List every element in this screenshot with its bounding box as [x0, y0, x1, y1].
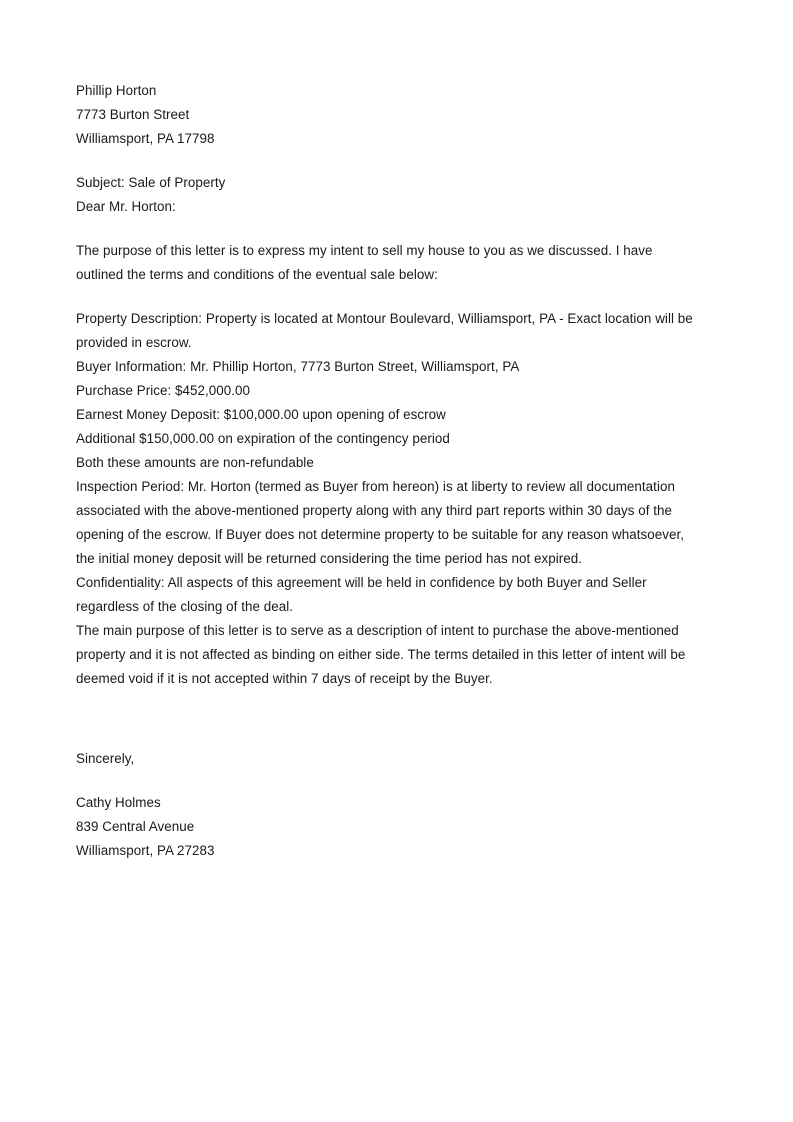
terms-line: Confidentiality: All aspects of this agreement will be held in confidence by both Buyer and Seller [76, 575, 647, 590]
recipient-name: Phillip Horton [76, 83, 157, 98]
letter-page [76, 79, 726, 863]
terms-line: Property Description: Property is located at Montour Boulevard, Williamsport, PA - Exact location will be [76, 311, 693, 326]
salutation: Dear Mr. Horton: [76, 199, 176, 214]
terms-line: Inspection Period: Mr. Horton (termed as Buyer from hereon) is at liberty to review all documentation [76, 479, 675, 494]
terms-line: provided in escrow. [76, 335, 192, 350]
sender-street: 839 Central Avenue [76, 819, 195, 834]
terms-line: associated with the above-mentioned property along with any third part reports within 30 days of the [76, 503, 673, 518]
terms-line: the initial money deposit will be returned considering the time period has not expired. [76, 551, 583, 566]
terms-line: Both these amounts are non-refundable [76, 455, 314, 470]
recipient-street: 7773 Burton Street [76, 107, 190, 122]
recipient-address-block [76, 79, 726, 151]
terms-line: Earnest Money Deposit: $100,000.00 upon opening of escrow [76, 407, 446, 422]
sender-name: Cathy Holmes [76, 795, 161, 810]
intro-paragraph [76, 239, 726, 287]
terms-line: The main purpose of this letter is to serve as a description of intent to purchase the above-mentioned [76, 623, 679, 638]
terms-line: opening of the escrow. If Buyer does not determine property to be suitable for any reason whatsoever, [76, 527, 684, 542]
terms-section [76, 307, 726, 691]
terms-line: Buyer Information: Mr. Phillip Horton, 7773 Burton Street, Williamsport, PA [76, 359, 520, 374]
recipient-city-state-zip: Williamsport, PA 17798 [76, 131, 215, 146]
intro-line: The purpose of this letter is to express my intent to sell my house to you as we discussed. I have [76, 243, 653, 258]
terms-line: Purchase Price: $452,000.00 [76, 383, 251, 398]
terms-line: regardless of the closing of the deal. [76, 599, 294, 614]
terms-line: deemed void if it is not accepted within 7 days of receipt by the Buyer. [76, 671, 493, 686]
subject-salutation-block [76, 171, 726, 219]
intro-line: outlined the terms and conditions of the eventual sale below: [76, 267, 438, 282]
closing-block [76, 747, 726, 771]
subject-line: Subject: Sale of Property [76, 175, 226, 190]
sender-address-block [76, 791, 726, 863]
sender-city-state-zip: Williamsport, PA 27283 [76, 843, 215, 858]
closing: Sincerely, [76, 751, 135, 766]
terms-line: Additional $150,000.00 on expiration of the contingency period [76, 431, 450, 446]
terms-line: property and it is not affected as binding on either side. The terms detailed in this letter of intent will be [76, 647, 686, 662]
